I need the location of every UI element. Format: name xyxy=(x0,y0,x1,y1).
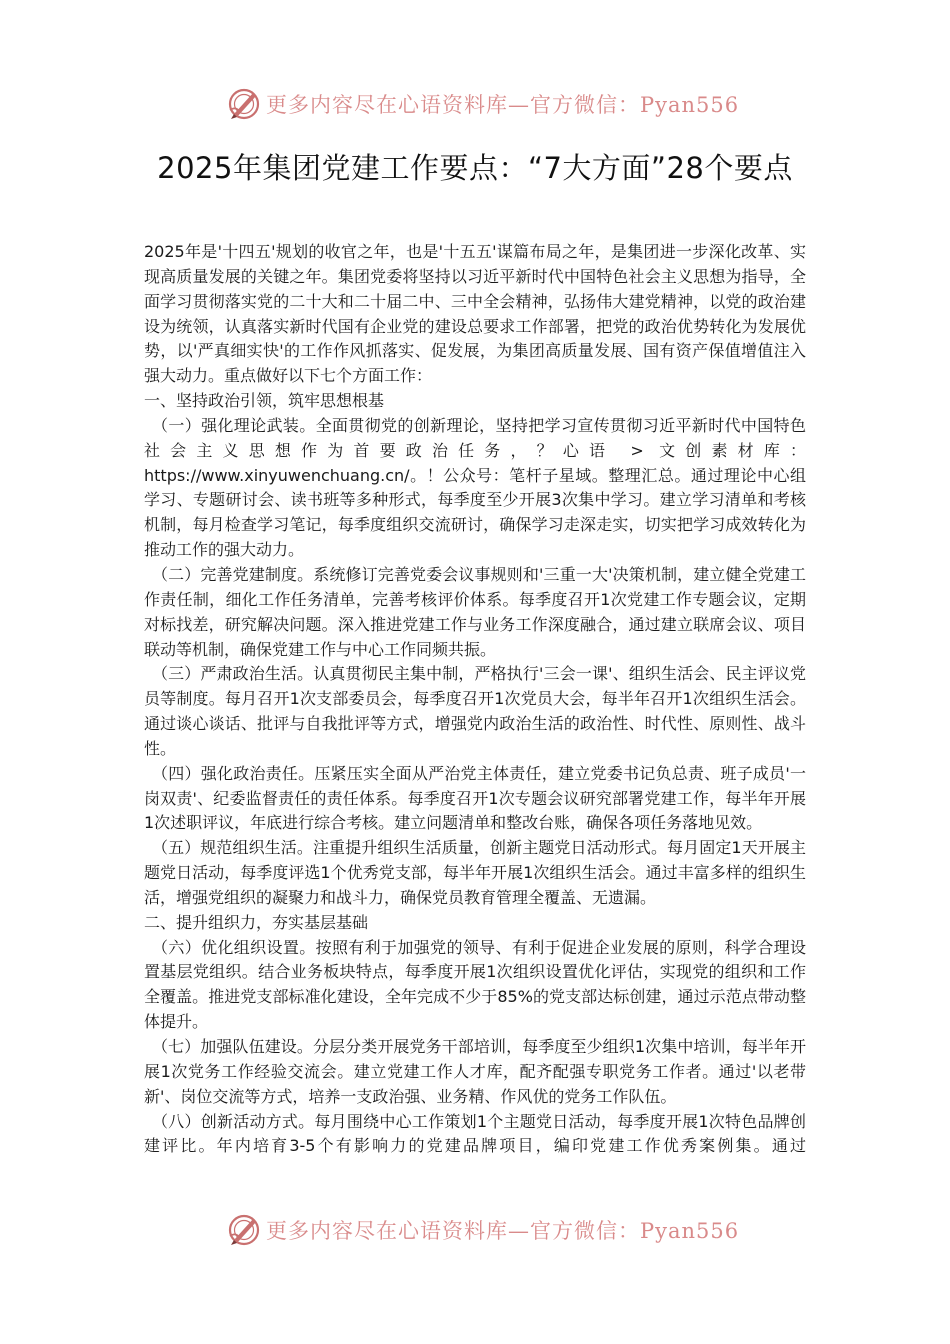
item-paragraph-1: （一）强化理论武装。全面贯彻党的创新理论，坚持把学习宣传贯彻习近平新时代中国特色社会主义思想作为首要政治任务，？心语 > 文创素材库：https://www.xinyuwenchuang.cn/。！公众号：笔杆子星域。整理汇总。通过理论中心组学习、专题研讨会、读书班等多种形式，每季度至少开展3次集中学习。建立学习清单和考核机制，每月检查学习笔记，每季度组织交流研讨，确保学习走深走实，切实把学习成效转化为推动工作的强大动力。 xyxy=(144,415,806,560)
item-paragraph-6: （六）优化组织设置。按照有利于加强党的领导、有利于促进企业发展的原则，科学合理设置基层党组织。结合业务板块特点，每季度开展1次组织设置优化评估，实现党的组织和工作全覆盖。推进党支部标准化建设，全年完成不少于85%的党支部达标创建，通过示范点带动整体提升。 xyxy=(144,937,806,1032)
watermark-banner-top xyxy=(0,82,950,126)
pen-circle-logo-icon xyxy=(226,86,262,122)
watermark-text: 更多内容尽在心语资料库—官方微信：Pyan556 xyxy=(266,1219,740,1243)
item-paragraph-7: （七）加强队伍建设。分层分类开展党务干部培训，每季度至少组织1次集中培训，每半年开展1次党务工作经验交流会。建立党建工作人才库，配齐配强专职党务工作者。通过'以老带新'、岗位交流等方式，培养一支政治强、业务精、作风优的党务工作队伍。 xyxy=(144,1037,806,1106)
item-paragraph-2: （二）完善党建制度。系统修订完善党委会议事规则和'三重一大'决策机制，建立健全党建工作责任制，细化工作任务清单，完善考核评价体系。每季度召开1次党建工作专题会议，定期对标找差，研究解决问题。深入推进党建工作与业务工作深度融合，通过建立联席会议、项目联动等机制，确保党建工作与中心工作同频共振。 xyxy=(144,564,806,659)
watermark-text: 更多内容尽在心语资料库—官方微信：Pyan556 xyxy=(266,93,740,117)
item-paragraph-3: （三）严肃政治生活。认真贯彻民主集中制，严格执行'三会一课'、组织生活会、民主评议党员等制度。每月召开1次支部委员会，每季度召开1次党员大会，每半年召开1次组织生活会。通过谈心谈话、批评与自我批评等方式，增强党内政治生活的政治性、时代性、原则性、战斗性。 xyxy=(144,664,806,758)
section-heading-1: 一、坚持政治引领，筑牢思想根基 xyxy=(144,391,385,411)
item-paragraph-5: （五）规范组织生活。注重提升组织生活质量，创新主题党日活动形式。每月固定1天开展主题党日活动，每季度评选1个优秀党支部，每半年开展1次组织生活会。通过丰富多样的组织生活，增强党组织的凝聚力和战斗力，确保党员教育管理全覆盖、无遗漏。 xyxy=(144,838,806,907)
item-paragraph-8: （八）创新活动方式。每月围绕中心工作策划1个主题党日活动，每季度开展1次特色品牌创建评比。年内培育3-5个有影响力的党建品牌项目，编印党建工作优秀案例集。通过 xyxy=(144,1111,806,1156)
watermark-banner-bottom xyxy=(0,1208,950,1252)
section-heading-2: 二、提升组织力，夯实基层基础 xyxy=(144,912,369,932)
document-body xyxy=(144,240,806,1159)
intro-paragraph: 2025年是'十四五'规划的收官之年，也是'十五五'谋篇布局之年，是集团进一步深化改革、实现高质量发展的关键之年。集团党委将坚持以习近平新时代中国特色社会主义思想为指导，全面学习贯彻落实党的二十大和二十届二中、三中全会精神，弘扬伟大建党精神，以党的政治建设为统领，认真落实新时代国有企业党的建设总要求工作部署，把党的政治优势转化为发展优势，以'严真细实快'的工作作风抓落实、促发展，为集团高质量发展、国有资产保值增值注入强大动力。重点做好以下七个方面工作： xyxy=(144,242,806,386)
item-paragraph-4: （四）强化政治责任。压紧压实全面从严治党主体责任，建立党委书记负总责、班子成员'一岗双责'、纪委监督责任的责任体系。每季度召开1次专题会议研究部署党建工作，每半年开展1次述职评议，年底进行综合考核。建立问题清单和整改台账，确保各项任务落地见效。 xyxy=(144,763,806,833)
pen-circle-logo-icon xyxy=(226,1212,262,1248)
page-title: 2025年集团党建工作要点：“7大方面”28个要点 xyxy=(157,151,793,185)
